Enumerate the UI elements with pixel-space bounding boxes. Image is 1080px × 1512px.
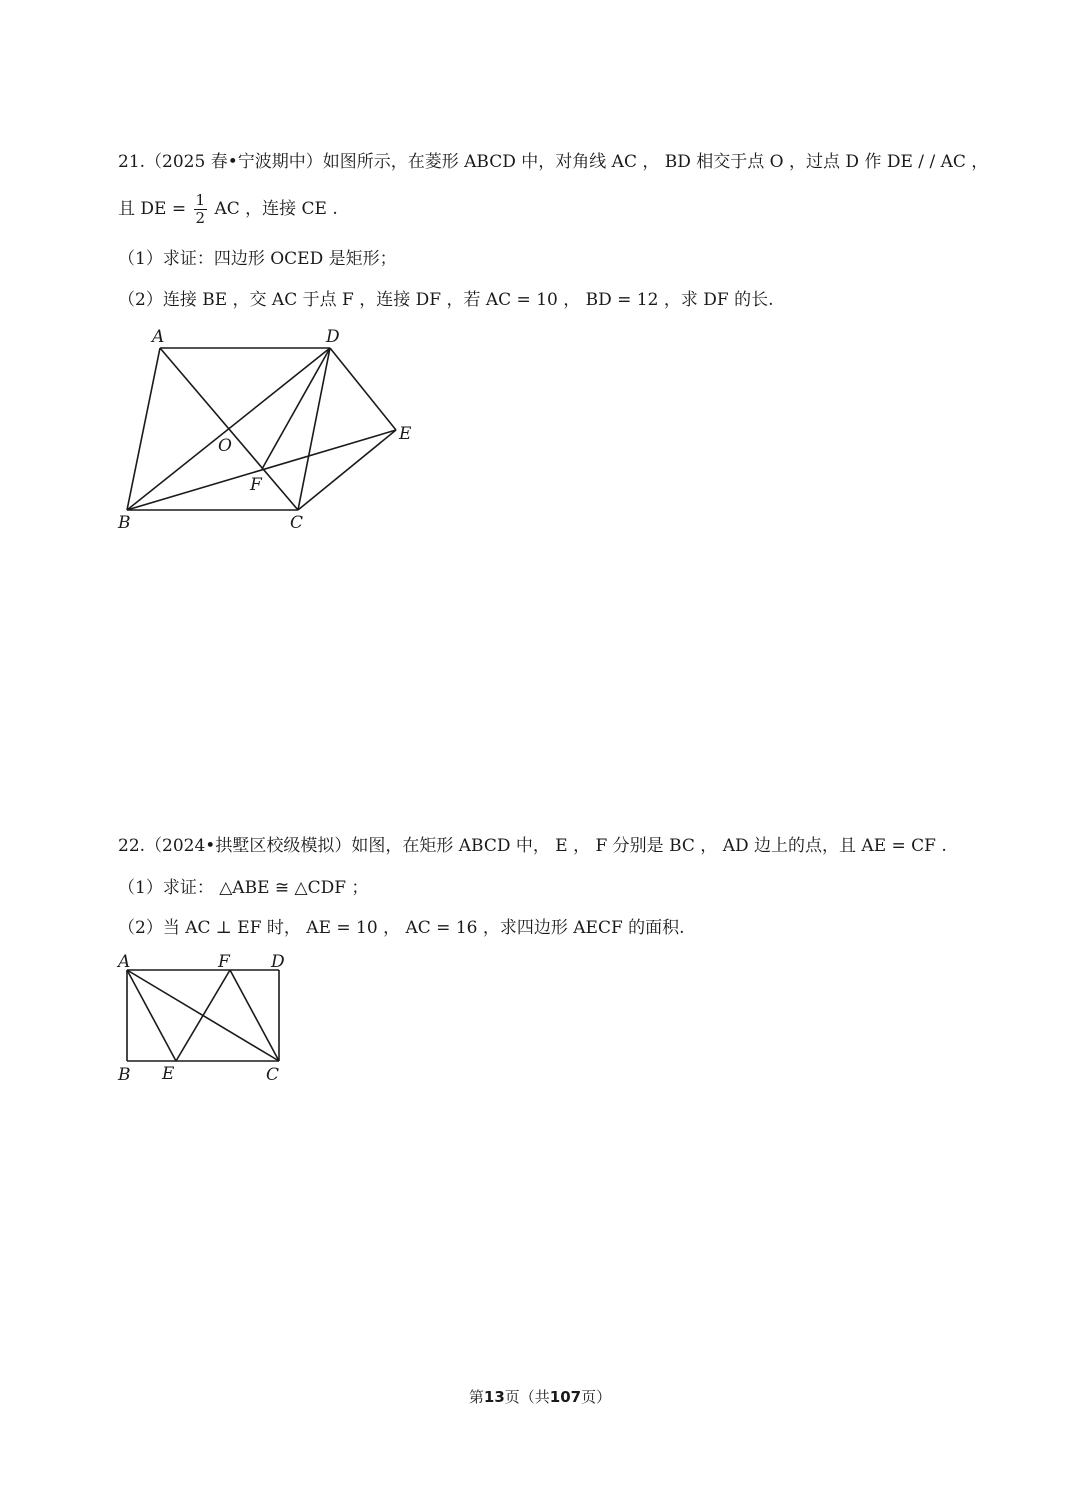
label-C: C [266,1065,280,1085]
segment-DF [262,348,330,469]
segment-EF [176,970,230,1061]
label-B: B [118,1065,131,1085]
problem-21-part1: （1）求证：四边形 OCED 是矩形； [118,249,397,269]
segment-DE [330,348,396,430]
fraction-denominator: 2 [195,209,206,227]
label-A: A [118,952,131,972]
label-D: D [271,952,285,972]
label-B: B [118,513,131,533]
label-E: E [162,1064,175,1084]
footer-total-pages: 107 [549,1388,582,1406]
problem-22-stem: 22.（2024•拱墅区校级模拟）如图，在矩形 ABCD 中， E ， F 分别是 BC ， AD 边上的点，且 AE = CF . [118,836,947,856]
problem-21-line2-suffix: AC ，连接 CE . [214,199,338,219]
segment-BE [127,430,396,510]
label-F: F [250,475,262,495]
footer-page-number: 13 [483,1388,505,1406]
problem-21-figure [100,320,430,540]
label-D: D [326,327,340,347]
segment-AB [127,348,160,510]
segment-CD [298,348,330,510]
problem-22-part1: （1）求证： △ABE ≅ △CDF ； [118,878,369,898]
problem-22-figure [110,948,310,1088]
problem-21-stem-line1: 21.（2025 春•宁波期中）如图所示，在菱形 ABCD 中，对角线 AC ， BD 相交于点 O ，过点 D 作 DE / / AC ， [118,152,989,172]
problem-21-stem-line2 [118,192,338,227]
footer-pre: 第 [468,1388,484,1406]
segment-AE [127,970,176,1061]
label-O: O [218,436,232,456]
fraction-numerator: 1 [195,191,206,209]
label-C: C [290,513,304,533]
segment-FC [230,970,279,1061]
problem-22-part2: （2）当 AC ⊥ EF 时， AE = 10 ， AC = 16 ，求四边形 AECF 的面积. [118,918,685,938]
segment-BD [127,348,330,510]
problem-21-line2-prefix: 且 DE = [118,199,187,219]
footer-mid: 页（共 [504,1388,550,1406]
label-E: E [399,424,412,444]
problem-21-part2: （2）连接 BE ，交 AC 于点 F ，连接 DF ，若 AC = 10 ， BD = 12 ，求 DF 的长. [118,290,774,310]
label-F: F [218,952,230,972]
fraction-one-half [194,192,208,227]
label-A: A [152,327,165,347]
footer-post: 页） [581,1388,612,1406]
segment-CE [298,430,396,510]
page-footer [0,1386,1080,1407]
